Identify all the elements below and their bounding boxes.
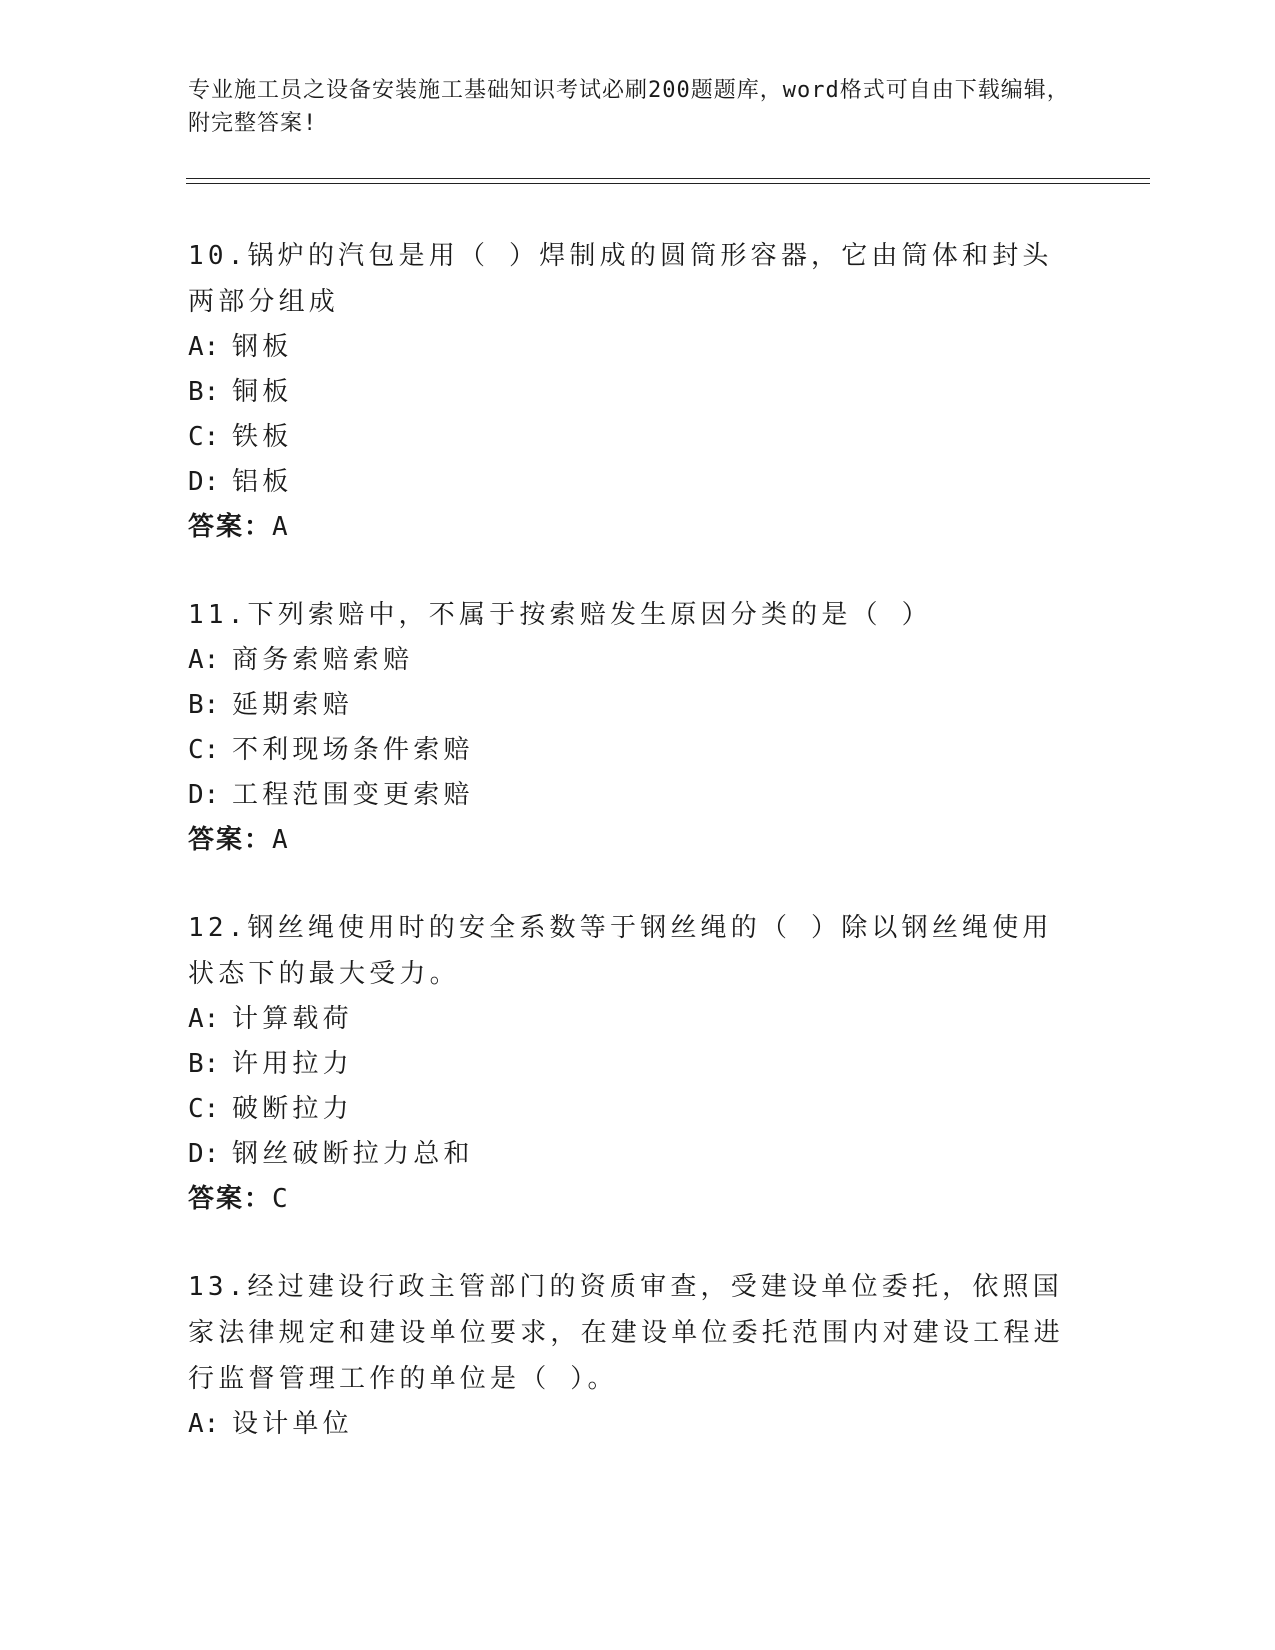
option-letter: A: bbox=[188, 332, 220, 362]
option-letter: B: bbox=[188, 690, 220, 720]
answer-line bbox=[188, 818, 1068, 863]
answer-option bbox=[188, 1087, 1068, 1132]
answer-option bbox=[188, 683, 1068, 728]
option-letter: A: bbox=[188, 1409, 220, 1439]
answer-value: A bbox=[272, 512, 290, 542]
answer-value: C bbox=[272, 1184, 290, 1214]
option-letter: B: bbox=[188, 377, 220, 407]
option-letter: A: bbox=[188, 645, 220, 675]
option-text: 铜板 bbox=[232, 377, 293, 407]
answer-option bbox=[188, 773, 1068, 818]
answer-label: 答案： bbox=[188, 1184, 273, 1214]
option-text: 钢丝破断拉力总和 bbox=[232, 1139, 474, 1169]
option-letter: C: bbox=[188, 735, 220, 765]
option-text: 破断拉力 bbox=[232, 1094, 353, 1124]
option-text: 铝板 bbox=[232, 467, 293, 497]
question-block bbox=[188, 233, 1068, 550]
question-text: 11.下列索赔中，不属于按索赔发生原因分类的是（ ） bbox=[188, 600, 932, 630]
answer-line bbox=[188, 1177, 1068, 1222]
answer-line bbox=[188, 505, 1068, 550]
answer-option bbox=[188, 1042, 1068, 1087]
option-letter: D: bbox=[188, 467, 220, 497]
option-text: 不利现场条件索赔 bbox=[232, 735, 474, 765]
option-text: 工程范围变更索赔 bbox=[232, 780, 474, 810]
header-divider-top bbox=[186, 178, 1150, 179]
question-text: 10.锅炉的汽包是用（ ）焊制成的圆筒形容器，它由筒体和封头两部分组成 bbox=[188, 241, 1053, 317]
option-text: 钢板 bbox=[232, 332, 293, 362]
answer-option bbox=[188, 415, 1068, 460]
answer-option bbox=[188, 1402, 1068, 1447]
answer-option bbox=[188, 370, 1068, 415]
answer-option bbox=[188, 460, 1068, 505]
option-text: 计算载荷 bbox=[232, 1004, 353, 1034]
option-letter: B: bbox=[188, 1049, 220, 1079]
option-letter: A: bbox=[188, 1004, 220, 1034]
header-divider-bottom bbox=[186, 183, 1150, 184]
answer-option bbox=[188, 728, 1068, 773]
option-text: 商务索赔索赔 bbox=[232, 645, 414, 675]
option-letter: C: bbox=[188, 422, 220, 452]
answer-option bbox=[188, 325, 1068, 370]
answer-value: A bbox=[272, 825, 290, 855]
option-text: 许用拉力 bbox=[232, 1049, 353, 1079]
question-text: 13.经过建设行政主管部门的资质审查，受建设单位委托，依照国家法律规定和建设单位要求，在建设单位委托范围内对建设工程进行监督管理工作的单位是（ ）。 bbox=[188, 1272, 1064, 1394]
option-text: 设计单位 bbox=[232, 1409, 353, 1439]
question-block bbox=[188, 592, 1068, 863]
option-text: 延期索赔 bbox=[232, 690, 353, 720]
answer-option bbox=[188, 997, 1068, 1042]
question-text: 12.钢丝绳使用时的安全系数等于钢丝绳的（ ）除以钢丝绳使用状态下的最大受力。 bbox=[188, 913, 1053, 989]
answer-label: 答案： bbox=[188, 512, 273, 542]
answer-option bbox=[188, 638, 1068, 683]
question-block bbox=[188, 905, 1068, 1222]
option-letter: D: bbox=[188, 780, 220, 810]
question-list bbox=[188, 233, 1068, 1489]
question-block bbox=[188, 1264, 1068, 1447]
answer-option bbox=[188, 1132, 1068, 1177]
option-letter: D: bbox=[188, 1139, 220, 1169]
option-text: 铁板 bbox=[232, 422, 293, 452]
answer-label: 答案： bbox=[188, 825, 273, 855]
option-letter: C: bbox=[188, 1094, 220, 1124]
document-header: 专业施工员之设备安装施工基础知识考试必刷200题题库，word格式可自由下载编辑，附完整答案! bbox=[188, 78, 1070, 136]
